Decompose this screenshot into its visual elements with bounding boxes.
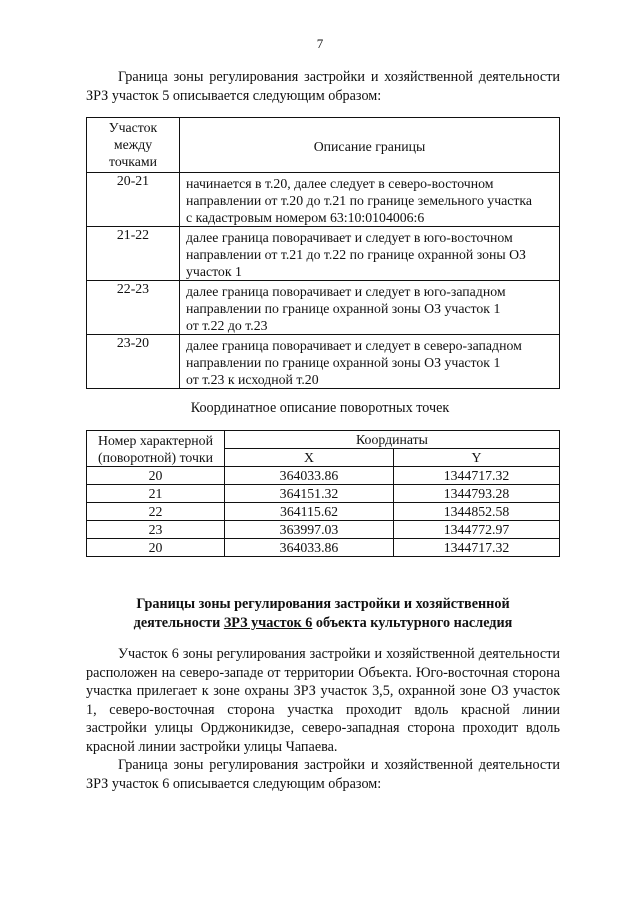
location-paragraph: Участок 6 зоны регулирования застройки и хозяйственной деятельности расположен на северо-западе от территории Объекта. Юго-восточная сторона участка прилегает к зоне охраны ЗРЗ участок 3,5, охранной зоне ОЗ участок 1, северо-восточная сторона участка проходит вдоль красной линии застройки улицы Орджоникидзе, северо-западная сторона проходит вдоль красной линии застройки улицы Чапаева. [86,646,560,755]
table-row [87,503,560,521]
header-y: Y [394,449,560,467]
description-line: направлении от т.20 до т.21 по границе земельного участка [186,193,533,208]
description-line: участок 1 [186,264,242,279]
table-row [87,281,560,335]
table-row [87,227,560,281]
coordinates-table [86,430,560,557]
y-cell: 1344717.32 [394,539,560,557]
section-heading [86,595,560,633]
segment-cell: 21-22 [87,227,180,281]
coords-header-row [87,431,560,449]
description-line: далее граница поворачивает и следует в северо-западном [186,338,522,353]
point-cell: 21 [87,485,225,503]
table-row [87,539,560,557]
header-point-line: (поворотной) точки [98,449,213,465]
header-segment [87,118,180,173]
y-cell: 1344772.97 [394,521,560,539]
x-cell: 364033.86 [225,467,394,485]
heading-line-2 [86,614,560,633]
header-x: X [225,449,394,467]
header-segment-line: Участок [108,120,158,135]
description-cell [180,227,560,281]
heading-post: объекта культурного наследия [312,615,513,631]
description-line: направлении по границе охранной зоны ОЗ участок 1 [186,301,501,316]
header-segment-line: точками [108,154,158,169]
x-cell: 363997.03 [225,521,394,539]
y-cell: 1344852.58 [394,503,560,521]
outro-paragraph: Граница зоны регулирования застройки и хозяйственной деятельности ЗРЗ участок 6 описывается следующим образом: [86,757,560,792]
point-cell: 23 [87,521,225,539]
heading-line-1: Границы зоны регулирования застройки и хозяйственной [136,596,510,612]
segment-cell: 20-21 [87,173,180,227]
x-cell: 364033.86 [225,539,394,557]
page-number: 7 [316,36,324,51]
description-line: от т.23 к исходной т.20 [186,372,319,387]
description-cell [180,335,560,389]
coords-caption: Координатное описание поворотных точек [190,400,450,416]
x-cell: 364115.62 [225,503,394,521]
x-cell: 364151.32 [225,485,394,503]
point-cell: 20 [87,467,225,485]
point-cell: 22 [87,503,225,521]
table-row [87,173,560,227]
table-row [87,521,560,539]
description-line: далее граница поворачивает и следует в юго-западном [186,284,506,299]
description-line: направлении по границе охранной зоны ОЗ участок 1 [186,355,501,370]
description-line: далее граница поворачивает и следует в юго-восточном [186,230,513,245]
description-cell [180,281,560,335]
table-row [87,335,560,389]
intro-paragraph: Граница зоны регулирования застройки и хозяйственной деятельности ЗРЗ участок 5 описывается следующим образом: [86,69,560,104]
heading-pre: деятельности [133,615,224,631]
description-line: с кадастровым номером 63:10:0104006:6 [186,210,425,225]
header-description: Описание границы [180,118,560,173]
header-segment-line: между [113,137,153,152]
header-point [87,431,225,467]
heading-underlined: ЗРЗ участок 6 [223,615,313,631]
description-line: от т.22 до т.23 [186,318,268,333]
description-line: начинается в т.20, далее следует в северо-восточном [186,176,494,191]
segment-cell: 23-20 [87,335,180,389]
boundary-table [86,117,560,389]
y-cell: 1344717.32 [394,467,560,485]
boundary-table-header [87,118,560,173]
point-cell: 20 [87,539,225,557]
header-coordinates: Координаты [225,431,560,449]
description-cell [180,173,560,227]
y-cell: 1344793.28 [394,485,560,503]
table-row [87,485,560,503]
table-row [87,467,560,485]
header-point-line: Номер характерной [98,432,213,448]
description-line: направлении от т.21 до т.22 по границе охранной зоны ОЗ [186,247,526,262]
segment-cell: 22-23 [87,281,180,335]
